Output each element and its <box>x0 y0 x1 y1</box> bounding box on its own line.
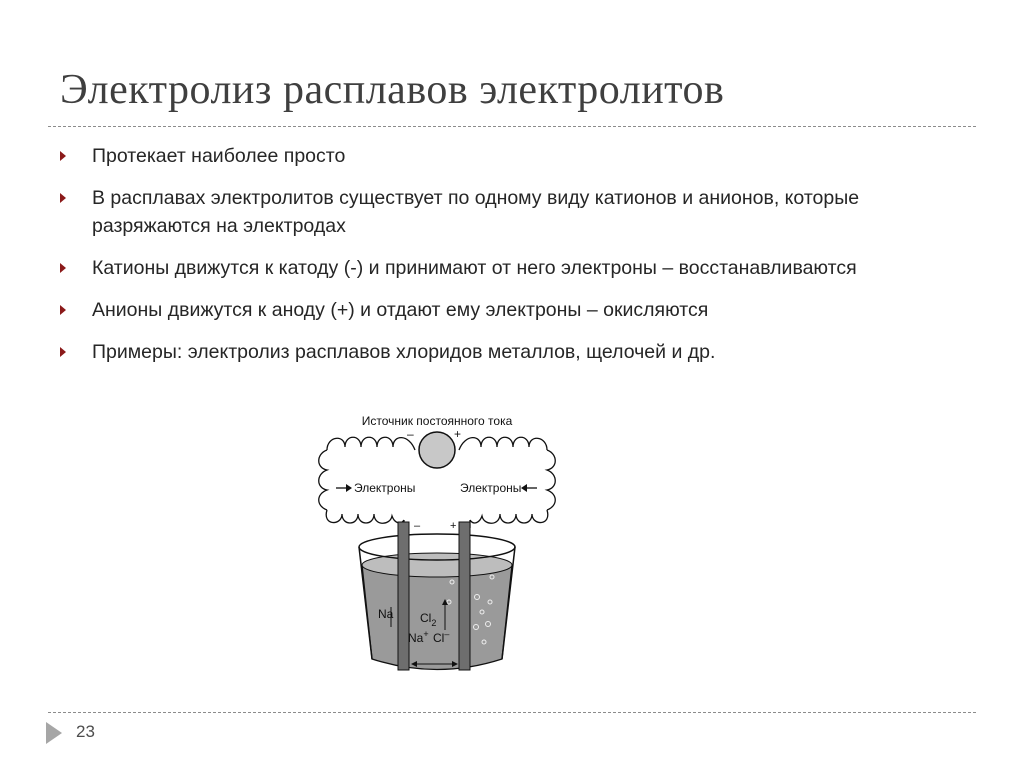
bullet-text: Примеры: электролиз расплавов хлоридов металлов, щелочей и др. <box>92 341 716 363</box>
cathode <box>398 522 409 670</box>
bullet-item <box>60 142 940 170</box>
bullet-item <box>60 296 940 324</box>
electrons-label-left: Электроны <box>354 481 416 495</box>
footer-divider <box>48 712 976 713</box>
bullet-text: В расплавах электролитов существует по одному виду катионов и анионов, которые разряжаются на электродах <box>92 187 860 237</box>
electrons-label-right: Электроны <box>460 481 522 495</box>
source-minus: – <box>407 427 414 441</box>
electrode-minus: – <box>414 520 421 532</box>
triangle-bullet-icon <box>60 305 66 315</box>
bullet-item <box>60 254 940 282</box>
bullet-text: Катионы движутся к катоду (-) и принимают от него электроны – восстанавливаются <box>92 257 857 279</box>
chloride-ion-label: Cl– <box>433 629 450 645</box>
power-source-label: Источник постоянного тока <box>361 414 513 428</box>
triangle-bullet-icon <box>60 151 66 161</box>
triangle-bullet-icon <box>60 263 66 273</box>
title-divider <box>48 126 976 127</box>
slide-title: Электролиз расплавов электролитов <box>60 67 725 113</box>
electrode-plus: + <box>450 520 457 532</box>
source-plus: + <box>454 427 462 441</box>
bullet-item <box>60 338 940 366</box>
electrolysis-diagram <box>312 402 562 677</box>
chlorine-gas-label: $Cl_2$ <box>420 611 437 628</box>
bullet-item <box>60 184 940 240</box>
triangle-bullet-icon <box>60 347 66 357</box>
arrow-left-icon <box>521 484 527 492</box>
sodium-ion-label: Na+ <box>408 629 429 645</box>
arrow-right-icon <box>346 484 352 492</box>
bullet-text: Анионы движутся к аноду (+) и отдают ему электроны – окисляются <box>92 299 709 321</box>
bullet-list <box>60 142 940 380</box>
anode <box>459 522 470 670</box>
bullet-text: Протекает наиболее просто <box>92 145 346 167</box>
page-number: 23 <box>76 722 95 741</box>
sodium-label: Na <box>378 607 394 621</box>
power-source-icon <box>419 432 455 468</box>
triangle-footer-icon <box>46 722 62 744</box>
triangle-bullet-icon <box>60 193 66 203</box>
